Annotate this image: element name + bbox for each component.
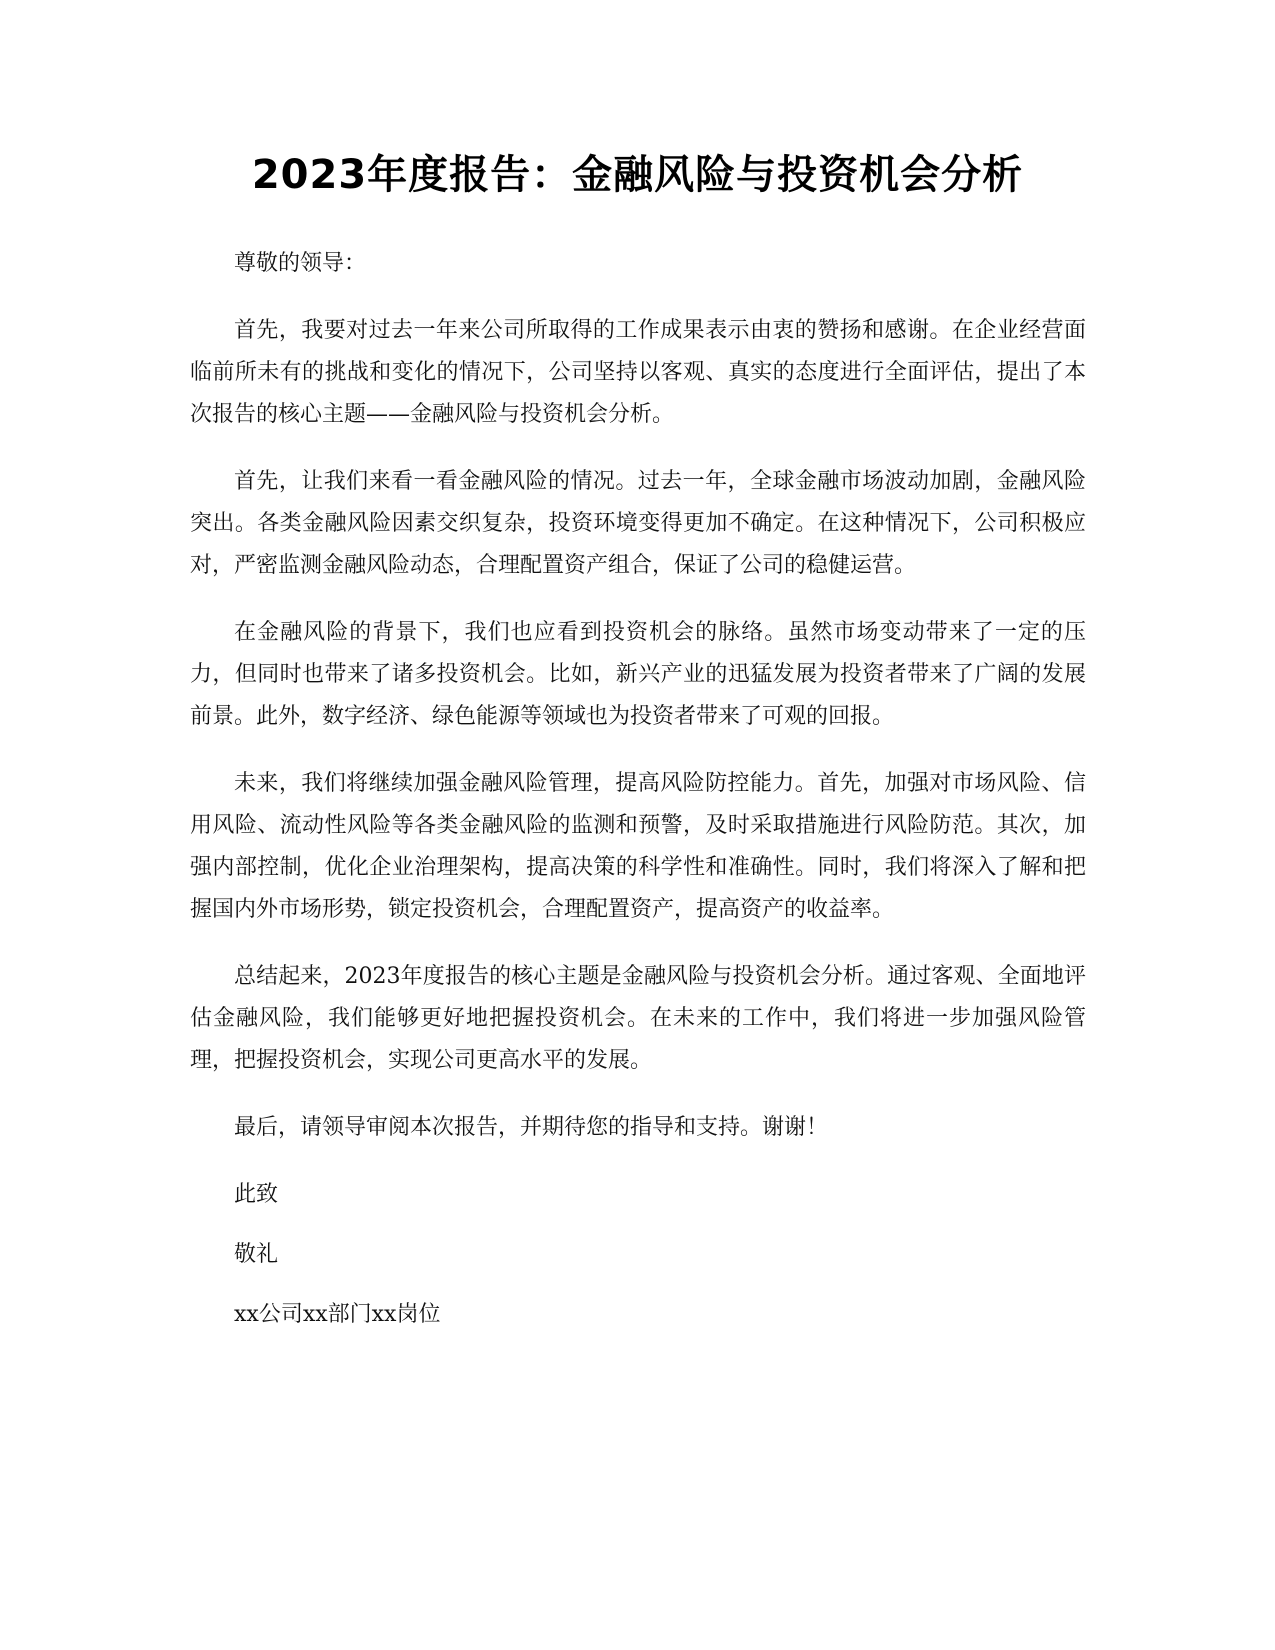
- closing-regards: 此致: [234, 1182, 279, 1207]
- paragraph-financial-risk: 首先，让我们来看一看金融风险的情况。过去一年，全球金融市场波动加剧，金融风险突出。各类金融风险因素交织复杂，投资环境变得更加不确定。在这种情况下，公司积极应对，严密监测金融风险动态，合理配置资产组合，保证了公司的稳健运营。: [190, 469, 1086, 578]
- salutation: 尊敬的领导：: [234, 251, 367, 276]
- signature: xx公司xx部门xx岗位: [234, 1302, 441, 1327]
- paragraph-final-request: 最后，请领导审阅本次报告，并期待您的指导和支持。谢谢！: [234, 1115, 829, 1140]
- paragraph-gratitude: 首先，我要对过去一年来公司所取得的工作成果表示由衷的赞扬和感谢。在企业经营面临前所未有的挑战和变化的情况下，公司坚持以客观、真实的态度进行全面评估，提出了本次报告的核心主题——金融风险与投资机会分析。: [190, 318, 1086, 427]
- paragraph-investment-opportunity: 在金融风险的背景下，我们也应看到投资机会的脉络。虽然市场变动带来了一定的压力，但同时也带来了诸多投资机会。比如，新兴产业的迅猛发展为投资者带来了广阔的发展前景。此外，数字经济、绿色能源等领域也为投资者带来了可观的回报。: [190, 620, 1086, 729]
- paragraph-summary: 总结起来，2023年度报告的核心主题是金融风险与投资机会分析。通过客观、全面地评估金融风险，我们能够更好地把握投资机会。在未来的工作中，我们将进一步加强风险管理，把握投资机会，实现公司更高水平的发展。: [190, 964, 1086, 1073]
- document-title: 2023年度报告：金融风险与投资机会分析: [251, 152, 1024, 198]
- document-body: [190, 243, 1086, 1354]
- closing-salute: 敬礼: [234, 1242, 279, 1267]
- paragraph-future-plans: 未来，我们将继续加强金融风险管理，提高风险防控能力。首先，加强对市场风险、信用风险、流动性风险等各类金融风险的监测和预警，及时采取措施进行风险防范。其次，加强内部控制，优化企业治理架构，提高决策的科学性和准确性。同时，我们将深入了解和把握国内外市场形势，锁定投资机会，合理配置资产，提高资产的收益率。: [190, 771, 1086, 922]
